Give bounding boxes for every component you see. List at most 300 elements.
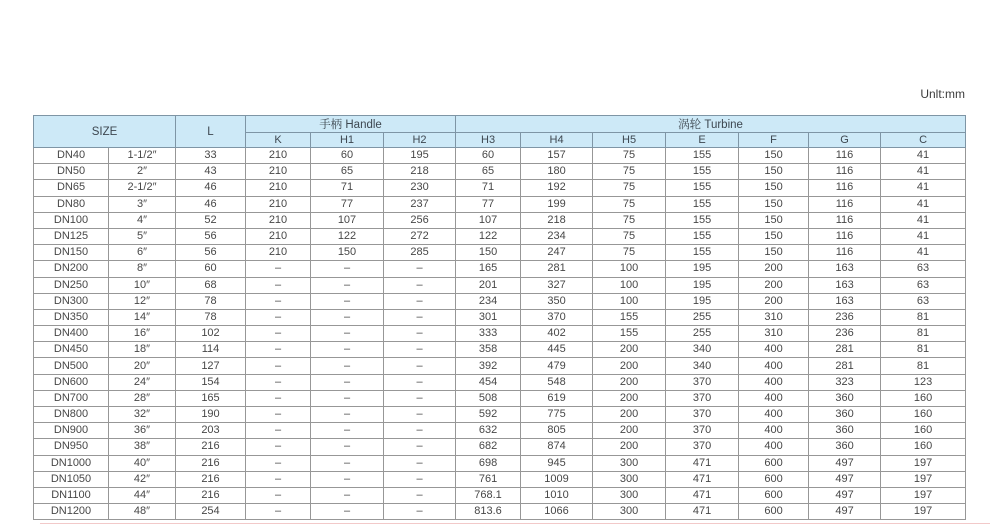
cell-H4: 180 <box>521 164 593 180</box>
cell-H4: 281 <box>521 261 593 277</box>
cell-H1: 71 <box>311 180 384 196</box>
cell-K: – <box>246 358 311 374</box>
table-row <box>34 148 966 164</box>
cell-H2: – <box>384 487 456 503</box>
cell-C: 41 <box>881 148 966 164</box>
cell-H3: 682 <box>456 439 521 455</box>
cell-K: – <box>246 293 311 309</box>
table-row <box>34 309 966 325</box>
cell-G: 281 <box>809 342 881 358</box>
cell-F: 200 <box>739 261 809 277</box>
cell-H3: 65 <box>456 164 521 180</box>
cell-H5: 200 <box>593 423 666 439</box>
cell-G: 236 <box>809 309 881 325</box>
cell-H1: – <box>311 504 384 520</box>
cell-K: 210 <box>246 228 311 244</box>
table-row <box>34 487 966 503</box>
cell-H3: 392 <box>456 358 521 374</box>
cell-E: 155 <box>666 164 739 180</box>
table-row <box>34 228 966 244</box>
cell-K: – <box>246 423 311 439</box>
cell-G: 497 <box>809 504 881 520</box>
cell-F: 200 <box>739 293 809 309</box>
cell-L: 190 <box>176 407 246 423</box>
cell-inch: 2-1/2″ <box>109 180 176 196</box>
cell-F: 200 <box>739 277 809 293</box>
cell-E: 370 <box>666 374 739 390</box>
cell-H3: 454 <box>456 374 521 390</box>
cell-K: 210 <box>246 148 311 164</box>
cell-E: 340 <box>666 342 739 358</box>
cell-L: 78 <box>176 293 246 309</box>
header-h4: H4 <box>521 133 593 148</box>
table-row <box>34 423 966 439</box>
header-g: G <box>809 133 881 148</box>
cell-C: 41 <box>881 228 966 244</box>
cell-F: 400 <box>739 407 809 423</box>
table-row <box>34 261 966 277</box>
table-row <box>34 277 966 293</box>
cell-H5: 300 <box>593 487 666 503</box>
cell-H4: 157 <box>521 148 593 164</box>
cell-H4: 479 <box>521 358 593 374</box>
cell-K: – <box>246 261 311 277</box>
cell-E: 370 <box>666 390 739 406</box>
cell-H3: 761 <box>456 471 521 487</box>
cell-H4: 234 <box>521 228 593 244</box>
cell-H2: 237 <box>384 196 456 212</box>
cell-H4: 945 <box>521 455 593 471</box>
cell-G: 360 <box>809 407 881 423</box>
cell-dn: DN100 <box>34 212 109 228</box>
table-row <box>34 455 966 471</box>
cell-H1: 77 <box>311 196 384 212</box>
cell-F: 150 <box>739 228 809 244</box>
cell-H1: 65 <box>311 164 384 180</box>
cell-inch: 24″ <box>109 374 176 390</box>
cell-K: – <box>246 487 311 503</box>
cell-E: 155 <box>666 228 739 244</box>
table-row <box>34 293 966 309</box>
cell-H4: 327 <box>521 277 593 293</box>
cell-F: 150 <box>739 196 809 212</box>
cell-G: 116 <box>809 180 881 196</box>
cell-inch: 8″ <box>109 261 176 277</box>
cell-H5: 200 <box>593 342 666 358</box>
table-row <box>34 180 966 196</box>
cell-H5: 75 <box>593 164 666 180</box>
cell-H4: 548 <box>521 374 593 390</box>
cell-dn: DN200 <box>34 261 109 277</box>
cell-H2: – <box>384 293 456 309</box>
cell-L: 78 <box>176 309 246 325</box>
cell-K: – <box>246 326 311 342</box>
cell-L: 114 <box>176 342 246 358</box>
table-row <box>34 471 966 487</box>
cell-inch: 36″ <box>109 423 176 439</box>
cell-H5: 100 <box>593 261 666 277</box>
cell-dn: DN800 <box>34 407 109 423</box>
cell-dn: DN250 <box>34 277 109 293</box>
cell-dn: DN1200 <box>34 504 109 520</box>
cell-H2: – <box>384 261 456 277</box>
cell-H3: 698 <box>456 455 521 471</box>
cell-C: 41 <box>881 212 966 228</box>
cell-H3: 592 <box>456 407 521 423</box>
cell-H2: – <box>384 374 456 390</box>
cell-C: 123 <box>881 374 966 390</box>
cell-E: 155 <box>666 212 739 228</box>
cell-H5: 100 <box>593 277 666 293</box>
cell-G: 163 <box>809 277 881 293</box>
header-h5: H5 <box>593 133 666 148</box>
table-row <box>34 196 966 212</box>
cell-H2: 256 <box>384 212 456 228</box>
cell-H2: – <box>384 439 456 455</box>
cell-L: 60 <box>176 261 246 277</box>
cell-dn: DN700 <box>34 390 109 406</box>
table-row <box>34 326 966 342</box>
cell-H5: 200 <box>593 358 666 374</box>
header-handle-group: 手柄 Handle <box>246 116 456 133</box>
cell-H3: 632 <box>456 423 521 439</box>
cell-K: 210 <box>246 196 311 212</box>
cell-L: 154 <box>176 374 246 390</box>
cell-dn: DN40 <box>34 148 109 164</box>
table-row <box>34 407 966 423</box>
cell-K: – <box>246 309 311 325</box>
cell-K: 210 <box>246 164 311 180</box>
cell-L: 216 <box>176 487 246 503</box>
cell-H5: 155 <box>593 309 666 325</box>
cell-H3: 77 <box>456 196 521 212</box>
cell-H5: 75 <box>593 180 666 196</box>
cell-H3: 358 <box>456 342 521 358</box>
cell-H3: 508 <box>456 390 521 406</box>
cell-H5: 100 <box>593 293 666 309</box>
cell-H4: 874 <box>521 439 593 455</box>
cell-dn: DN1050 <box>34 471 109 487</box>
cell-inch: 2″ <box>109 164 176 180</box>
cell-H2: – <box>384 423 456 439</box>
cell-H3: 60 <box>456 148 521 164</box>
cell-H2: – <box>384 504 456 520</box>
cell-L: 56 <box>176 228 246 244</box>
cell-F: 400 <box>739 342 809 358</box>
cell-L: 165 <box>176 390 246 406</box>
cell-inch: 10″ <box>109 277 176 293</box>
cell-L: 216 <box>176 455 246 471</box>
cell-C: 63 <box>881 277 966 293</box>
cell-H2: – <box>384 326 456 342</box>
cell-E: 471 <box>666 471 739 487</box>
cell-H1: – <box>311 261 384 277</box>
cell-C: 160 <box>881 390 966 406</box>
cell-C: 81 <box>881 309 966 325</box>
cell-inch: 38″ <box>109 439 176 455</box>
cell-H2: 195 <box>384 148 456 164</box>
cell-H1: – <box>311 309 384 325</box>
cell-H4: 1066 <box>521 504 593 520</box>
cell-E: 155 <box>666 245 739 261</box>
table-row <box>34 212 966 228</box>
cell-F: 400 <box>739 439 809 455</box>
cell-inch: 40″ <box>109 455 176 471</box>
cell-H4: 775 <box>521 407 593 423</box>
bottom-rule <box>40 523 990 524</box>
cell-C: 63 <box>881 293 966 309</box>
cell-F: 600 <box>739 455 809 471</box>
cell-L: 203 <box>176 423 246 439</box>
cell-K: – <box>246 407 311 423</box>
cell-H1: 60 <box>311 148 384 164</box>
cell-C: 197 <box>881 487 966 503</box>
cell-L: 102 <box>176 326 246 342</box>
cell-H2: – <box>384 309 456 325</box>
cell-H1: 150 <box>311 245 384 261</box>
cell-K: – <box>246 504 311 520</box>
cell-inch: 12″ <box>109 293 176 309</box>
cell-H1: – <box>311 390 384 406</box>
cell-E: 471 <box>666 504 739 520</box>
cell-inch: 48″ <box>109 504 176 520</box>
cell-dn: DN600 <box>34 374 109 390</box>
cell-G: 360 <box>809 439 881 455</box>
cell-K: – <box>246 342 311 358</box>
cell-F: 310 <box>739 309 809 325</box>
table-header <box>34 116 966 148</box>
cell-F: 600 <box>739 471 809 487</box>
table-row <box>34 504 966 520</box>
cell-H4: 1009 <box>521 471 593 487</box>
cell-L: 46 <box>176 196 246 212</box>
cell-E: 340 <box>666 358 739 374</box>
cell-K: 210 <box>246 245 311 261</box>
cell-H4: 370 <box>521 309 593 325</box>
cell-H5: 75 <box>593 196 666 212</box>
cell-H2: 285 <box>384 245 456 261</box>
cell-dn: DN350 <box>34 309 109 325</box>
cell-G: 116 <box>809 245 881 261</box>
cell-H4: 619 <box>521 390 593 406</box>
cell-H1: – <box>311 439 384 455</box>
cell-H1: – <box>311 487 384 503</box>
cell-H4: 1010 <box>521 487 593 503</box>
cell-G: 116 <box>809 148 881 164</box>
cell-H2: 218 <box>384 164 456 180</box>
cell-G: 163 <box>809 293 881 309</box>
cell-H5: 300 <box>593 471 666 487</box>
cell-G: 116 <box>809 196 881 212</box>
cell-dn: DN900 <box>34 423 109 439</box>
cell-H3: 122 <box>456 228 521 244</box>
header-h2: H2 <box>384 133 456 148</box>
cell-E: 195 <box>666 261 739 277</box>
cell-C: 160 <box>881 439 966 455</box>
cell-H5: 200 <box>593 407 666 423</box>
header-l: L <box>176 116 246 148</box>
cell-H1: – <box>311 342 384 358</box>
cell-G: 360 <box>809 390 881 406</box>
table-body <box>34 148 966 520</box>
table-row <box>34 245 966 261</box>
cell-inch: 5″ <box>109 228 176 244</box>
cell-H5: 300 <box>593 455 666 471</box>
cell-E: 370 <box>666 407 739 423</box>
cell-H5: 200 <box>593 374 666 390</box>
cell-E: 370 <box>666 439 739 455</box>
cell-C: 160 <box>881 407 966 423</box>
cell-E: 255 <box>666 309 739 325</box>
cell-K: – <box>246 390 311 406</box>
cell-inch: 28″ <box>109 390 176 406</box>
cell-H3: 301 <box>456 309 521 325</box>
cell-inch: 16″ <box>109 326 176 342</box>
cell-H1: – <box>311 358 384 374</box>
table-row <box>34 439 966 455</box>
header-h1: H1 <box>311 133 384 148</box>
cell-dn: DN400 <box>34 326 109 342</box>
cell-H3: 165 <box>456 261 521 277</box>
cell-H1: 107 <box>311 212 384 228</box>
cell-G: 236 <box>809 326 881 342</box>
cell-H4: 247 <box>521 245 593 261</box>
cell-G: 281 <box>809 358 881 374</box>
table-row <box>34 358 966 374</box>
cell-L: 68 <box>176 277 246 293</box>
cell-H4: 350 <box>521 293 593 309</box>
cell-E: 255 <box>666 326 739 342</box>
cell-F: 400 <box>739 423 809 439</box>
cell-H5: 200 <box>593 439 666 455</box>
cell-K: – <box>246 471 311 487</box>
cell-H1: 122 <box>311 228 384 244</box>
cell-L: 216 <box>176 471 246 487</box>
cell-C: 160 <box>881 423 966 439</box>
cell-dn: DN150 <box>34 245 109 261</box>
cell-H2: – <box>384 390 456 406</box>
cell-inch: 42″ <box>109 471 176 487</box>
cell-F: 600 <box>739 487 809 503</box>
cell-C: 197 <box>881 471 966 487</box>
cell-H5: 75 <box>593 212 666 228</box>
cell-G: 497 <box>809 455 881 471</box>
cell-dn: DN450 <box>34 342 109 358</box>
cell-K: 210 <box>246 180 311 196</box>
cell-inch: 18″ <box>109 342 176 358</box>
cell-G: 116 <box>809 212 881 228</box>
cell-inch: 44″ <box>109 487 176 503</box>
cell-G: 360 <box>809 423 881 439</box>
cell-K: – <box>246 439 311 455</box>
cell-H3: 150 <box>456 245 521 261</box>
header-h3: H3 <box>456 133 521 148</box>
unit-label: Unlt:mm <box>920 87 965 101</box>
cell-dn: DN1000 <box>34 455 109 471</box>
dimensions-table <box>33 115 966 520</box>
cell-K: 210 <box>246 212 311 228</box>
cell-H1: – <box>311 455 384 471</box>
cell-F: 150 <box>739 164 809 180</box>
cell-H4: 402 <box>521 326 593 342</box>
cell-H2: – <box>384 277 456 293</box>
cell-H4: 805 <box>521 423 593 439</box>
cell-H2: – <box>384 471 456 487</box>
cell-H1: – <box>311 326 384 342</box>
header-f: F <box>739 133 809 148</box>
cell-H3: 813.6 <box>456 504 521 520</box>
cell-H2: – <box>384 455 456 471</box>
cell-inch: 14″ <box>109 309 176 325</box>
cell-dn: DN500 <box>34 358 109 374</box>
cell-C: 41 <box>881 180 966 196</box>
cell-C: 197 <box>881 504 966 520</box>
cell-L: 216 <box>176 439 246 455</box>
cell-H3: 201 <box>456 277 521 293</box>
cell-C: 41 <box>881 196 966 212</box>
cell-L: 46 <box>176 180 246 196</box>
header-size: SIZE <box>34 116 176 148</box>
cell-H2: 230 <box>384 180 456 196</box>
cell-dn: DN1100 <box>34 487 109 503</box>
cell-inch: 3″ <box>109 196 176 212</box>
table-row <box>34 164 966 180</box>
cell-F: 600 <box>739 504 809 520</box>
cell-F: 400 <box>739 358 809 374</box>
header-k: K <box>246 133 311 148</box>
cell-H3: 768.1 <box>456 487 521 503</box>
table-row <box>34 374 966 390</box>
cell-F: 150 <box>739 180 809 196</box>
cell-inch: 32″ <box>109 407 176 423</box>
cell-L: 56 <box>176 245 246 261</box>
cell-E: 195 <box>666 277 739 293</box>
cell-dn: DN50 <box>34 164 109 180</box>
cell-inch: 1-1/2″ <box>109 148 176 164</box>
header-turbine-group: 涡轮 Turbine <box>456 116 966 133</box>
cell-E: 155 <box>666 148 739 164</box>
cell-H2: – <box>384 342 456 358</box>
header-group-row <box>34 116 966 133</box>
cell-L: 254 <box>176 504 246 520</box>
cell-C: 41 <box>881 164 966 180</box>
cell-C: 63 <box>881 261 966 277</box>
cell-C: 197 <box>881 455 966 471</box>
cell-G: 497 <box>809 487 881 503</box>
cell-H2: – <box>384 358 456 374</box>
cell-E: 471 <box>666 487 739 503</box>
cell-H3: 333 <box>456 326 521 342</box>
cell-E: 155 <box>666 180 739 196</box>
cell-H5: 200 <box>593 390 666 406</box>
cell-H4: 192 <box>521 180 593 196</box>
cell-H2: 272 <box>384 228 456 244</box>
cell-F: 150 <box>739 148 809 164</box>
cell-L: 127 <box>176 358 246 374</box>
cell-C: 41 <box>881 245 966 261</box>
cell-F: 400 <box>739 374 809 390</box>
cell-H1: – <box>311 407 384 423</box>
cell-inch: 6″ <box>109 245 176 261</box>
cell-C: 81 <box>881 342 966 358</box>
header-c: C <box>881 133 966 148</box>
cell-C: 81 <box>881 358 966 374</box>
cell-F: 310 <box>739 326 809 342</box>
cell-H1: – <box>311 293 384 309</box>
cell-dn: DN300 <box>34 293 109 309</box>
cell-E: 370 <box>666 423 739 439</box>
table-row <box>34 342 966 358</box>
